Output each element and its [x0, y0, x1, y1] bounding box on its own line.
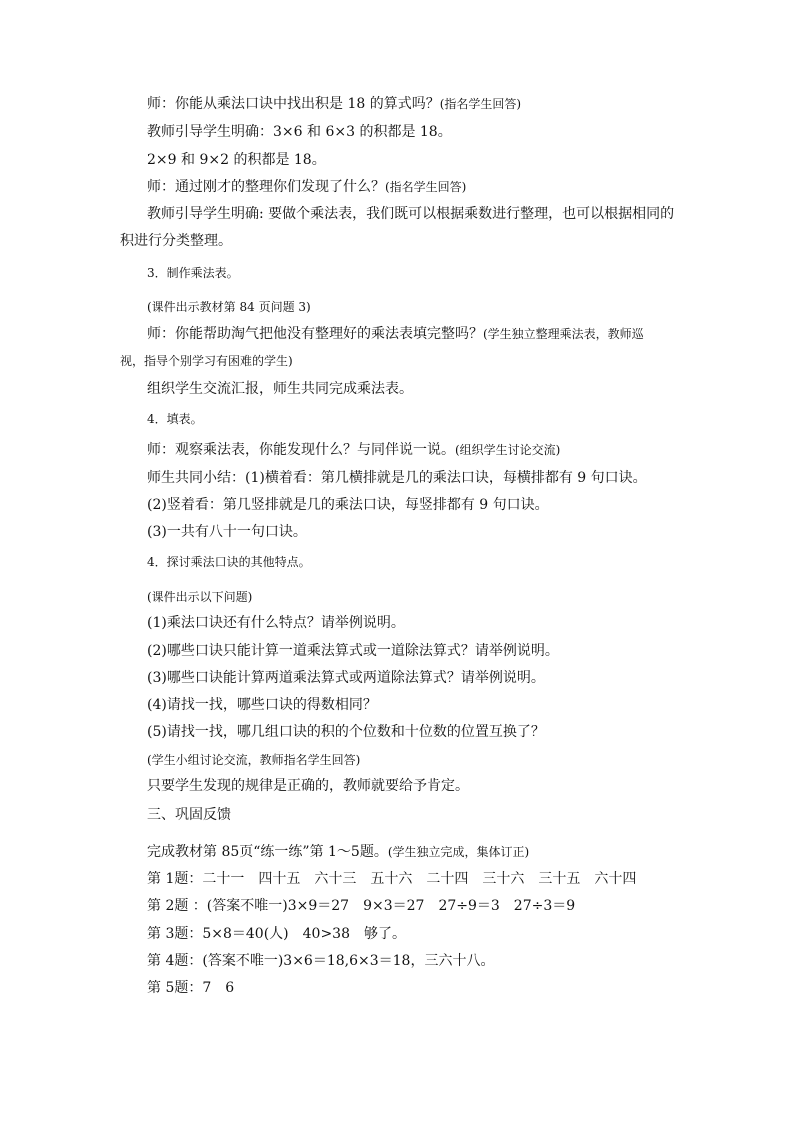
section-heading: 3．制作乘法表。: [147, 266, 239, 280]
text-line: (4)请找一找，哪些口诀的得数相同？: [147, 697, 377, 713]
text-line: (1)乘法口诀还有什么特点？请举例说明。: [147, 615, 405, 631]
text-line: 师：你能从乘法口诀中找出积是 18 的算式吗？(指名学生回答): [147, 96, 522, 112]
section-heading: 4．探讨乘法口诀的其他特点。: [147, 555, 311, 569]
teaching-note: (学生小组讨论交流，教师指名学生回答): [147, 753, 361, 767]
text-line: 组织学生交流汇报，师生共同完成乘法表。: [147, 381, 413, 397]
teaching-note: (学生独立完成，集体订正): [387, 845, 530, 859]
text-line: 完成教材第 85页“练一练”第 1～5题。(学生独立完成，集体订正): [147, 844, 530, 860]
answer-line: 第 5题：7 6: [147, 980, 235, 996]
teaching-note: (指名学生回答): [439, 97, 522, 111]
text-line: (3)哪些口诀能计算两道乘法算式或两道除法算式？请举例说明。: [147, 670, 545, 686]
answer-line: 第 1题：二十一 四十五 六十三 五十六 二十四 三十六 三十五 六十四: [147, 871, 637, 887]
teaching-note: 视，指导个别学习有困难的学生): [120, 354, 293, 368]
teaching-note: (课件出示以下问题): [147, 590, 253, 604]
teaching-note: (组织学生讨论交流): [455, 443, 561, 457]
text-line: (3)一共有八十一句口诀。: [147, 524, 307, 540]
section-heading: 4．填表。: [147, 412, 203, 426]
text-line: (2)哪些口诀只能计算一道乘法算式或一道除法算式？请举例说明。: [147, 643, 559, 659]
text-line: 积进行分类整理。: [120, 233, 232, 249]
answer-line: 第 4题：(答案不唯一)3×6＝18,6×3＝18，三六十八。: [147, 953, 495, 969]
text-line: 2×9 和 9×2 的积都是 18。: [147, 152, 326, 168]
text-line: 师生共同小结：(1)横着看：第几横排就是几的乘法口诀，每横排都有 9 句口诀。: [147, 470, 647, 486]
answer-line: 第 3题：5×8＝40(人) 40>38 够了。: [147, 926, 406, 942]
teaching-note: (指名学生回答): [385, 180, 467, 194]
text-line: 师：观察乘法表，你能发现什么？与同伴说一说。(组织学生讨论交流): [147, 442, 561, 458]
teaching-note: (学生独立整理乘法表，教师巡: [483, 327, 644, 341]
text-line: (2)竖着看：第几竖排就是几的乘法口诀，每竖排都有 9 句口诀。: [147, 497, 549, 513]
answer-line: 第 2题 ：(答案不唯一)3×9＝27 9×3＝27 27÷9＝3 27÷3＝9: [147, 898, 576, 914]
text-line: 教师引导学生明确：3×6 和 6×3 的积都是 18。: [147, 124, 452, 140]
text-line: 师：通过刚才的整理你们发现了什么？(指名学生回答): [147, 179, 467, 195]
text-line: 只要学生发现的规律是正确的，教师就要给予肯定。: [147, 778, 469, 794]
text-line: 师：你能帮助淘气把他没有整理好的乘法表填完整吗？(学生独立整理乘法表，教师巡: [147, 326, 644, 342]
text-line: (5)请找一找，哪几组口诀的积的个位数和十位数的位置互换了？: [147, 724, 545, 740]
teaching-note: (课件出示教材第 84 页问题 3): [147, 300, 311, 314]
section-heading: 三、巩固反馈: [147, 807, 231, 823]
text-line: 教师引导学生明确: 要做个乘法表，我们既可以根据乘数进行整理，也可以根据相同的: [147, 206, 675, 222]
